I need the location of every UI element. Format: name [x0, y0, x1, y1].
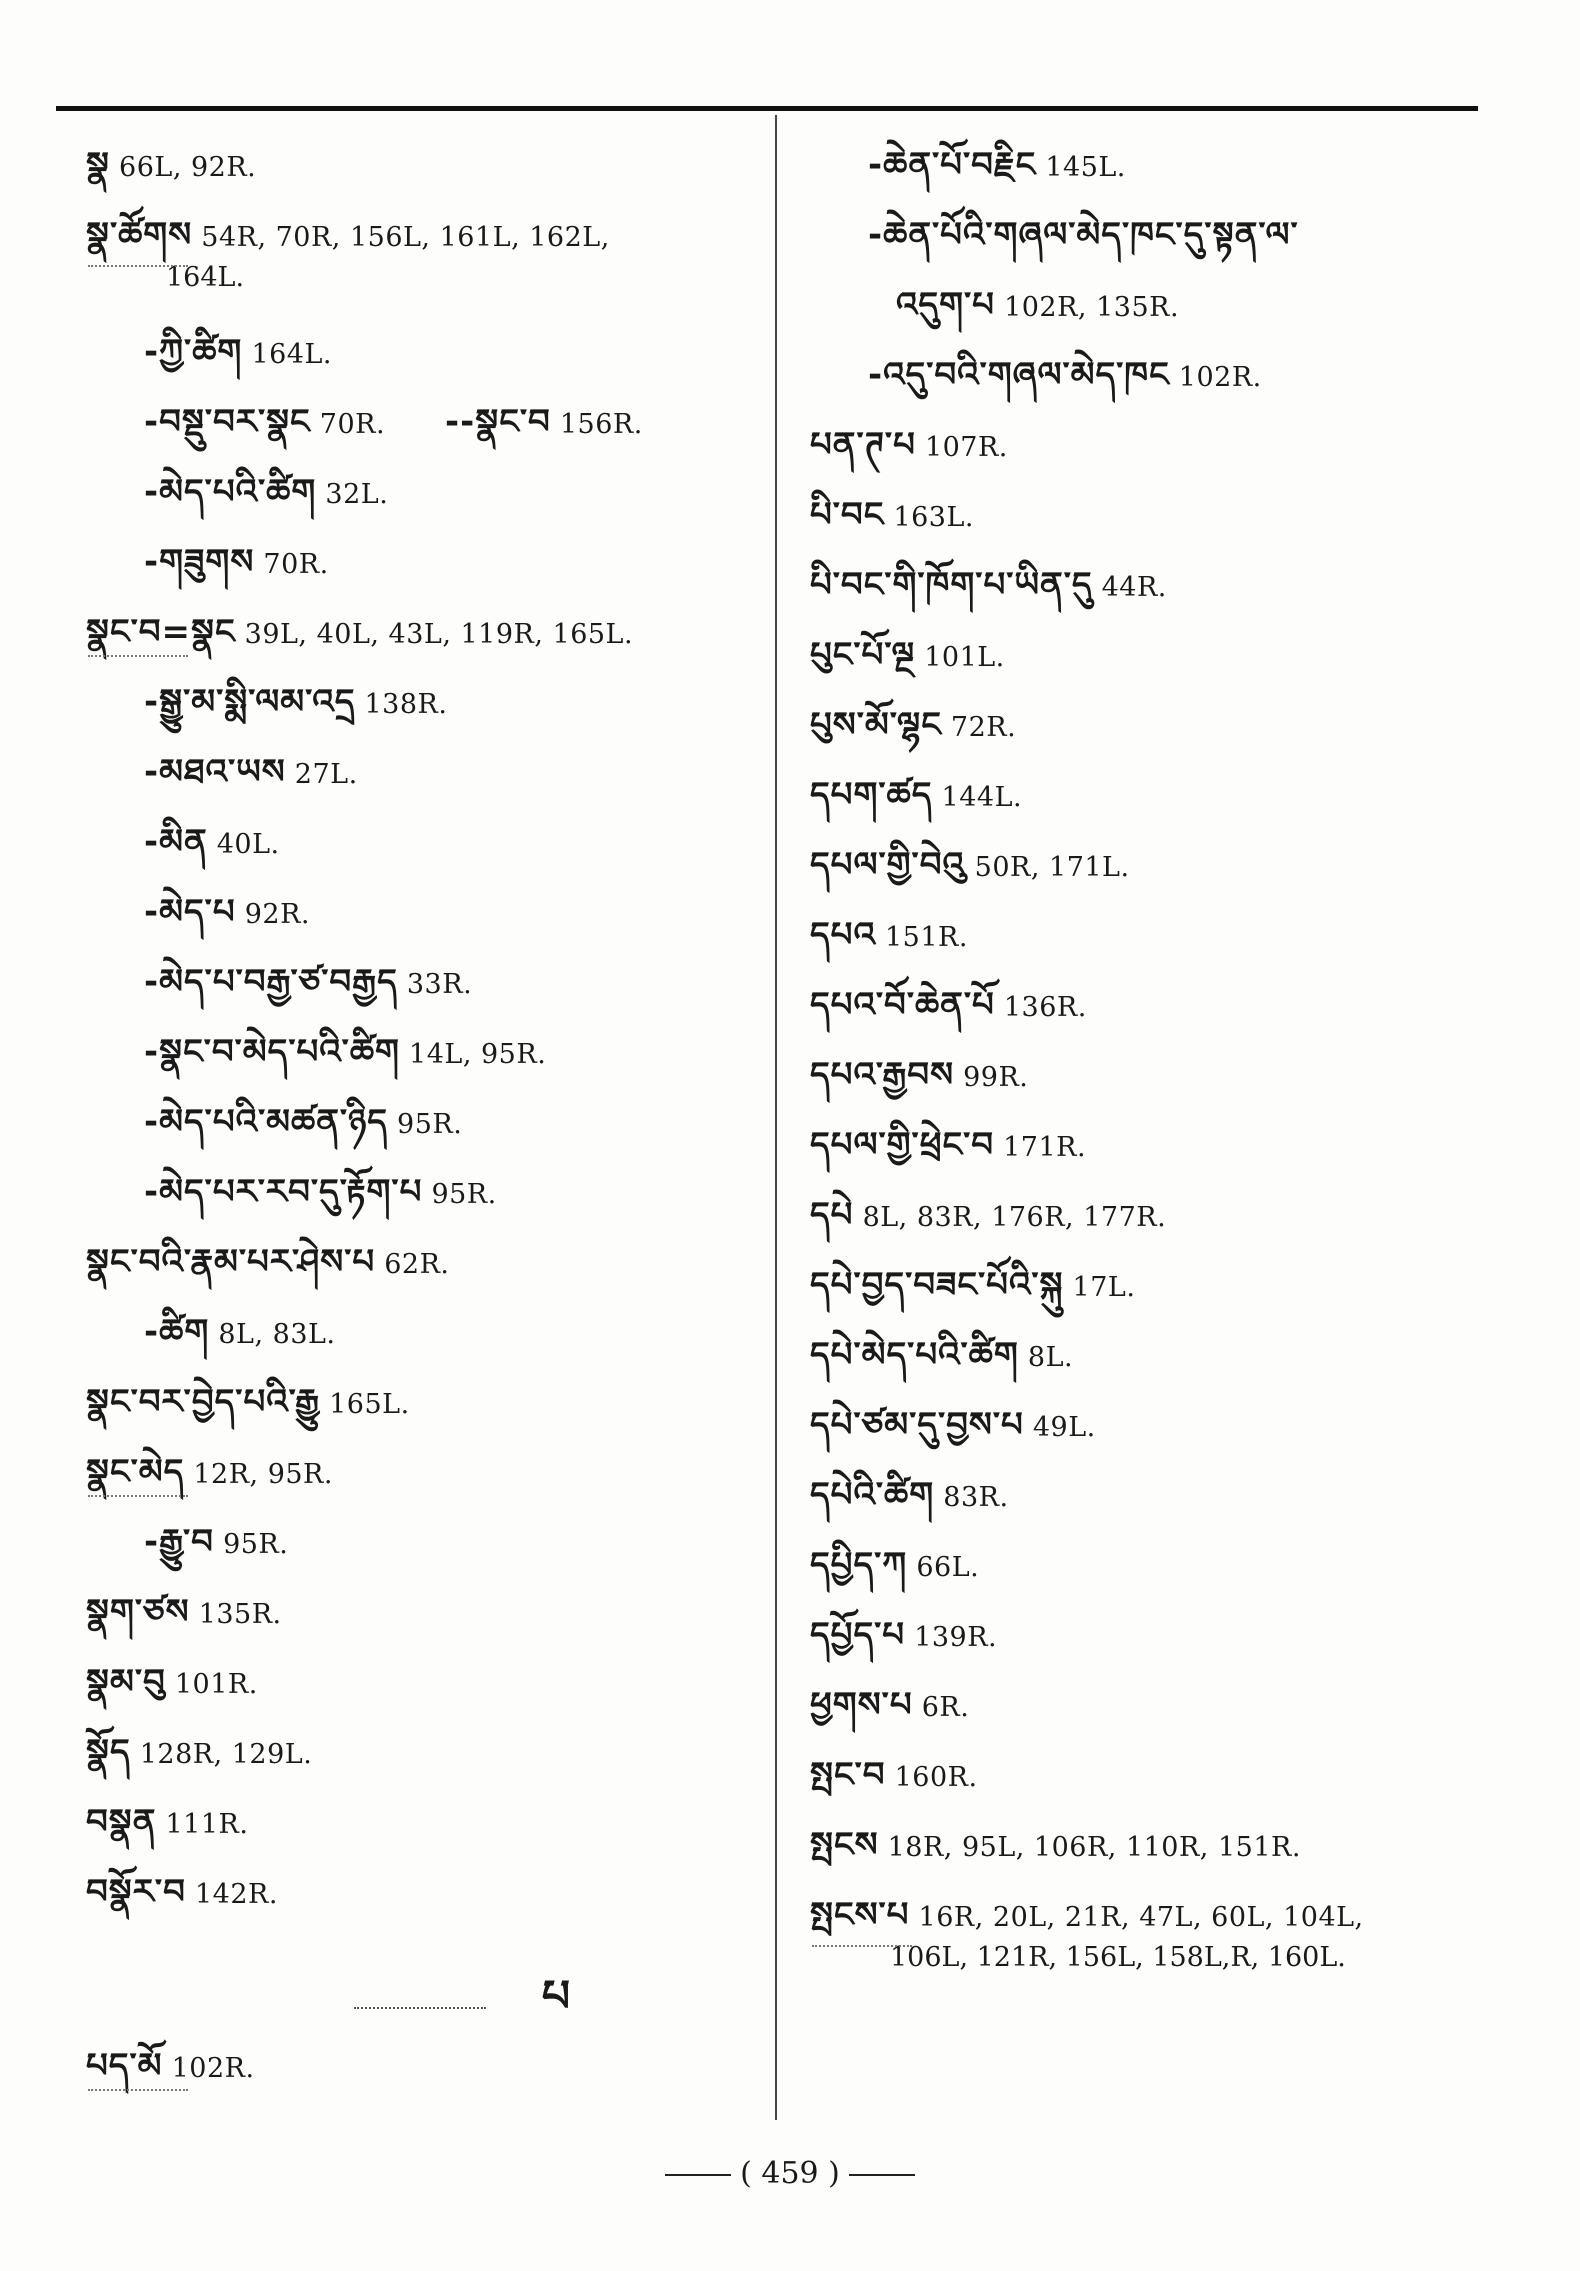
- entry-page-refs: 66L, 92R.: [109, 152, 257, 183]
- index-entry: [810, 635, 1490, 675]
- entry-headword: དཔེའི་ཚིག: [810, 1475, 935, 1515]
- entry-headword: སྣང་མེད: [86, 1452, 185, 1492]
- entry-headword: - མེད་པ: [144, 892, 236, 932]
- entry-headword: པན་ཊ་པ: [810, 425, 916, 465]
- entry-page-refs: 101R.: [165, 1669, 258, 1700]
- entry-headword: - ཀྱི་ཚིག: [144, 332, 242, 372]
- entry-page-refs: 136R.: [994, 992, 1087, 1023]
- entry-page-refs: 165L.: [320, 1389, 410, 1420]
- index-entry: [810, 1405, 1490, 1445]
- index-entry: [86, 145, 766, 185]
- index-entry: [86, 1032, 766, 1072]
- entry-page-refs: 6R.: [912, 1692, 970, 1723]
- wavy-underline: [88, 649, 188, 657]
- entry-page-refs: 135R.: [189, 1599, 282, 1630]
- entry-headword: - མིན: [144, 822, 208, 862]
- entry-page-refs: 95R.: [213, 1529, 289, 1560]
- entry-page-refs: 39L, 40L, 43L, 119R, 165L.: [235, 619, 634, 650]
- column-divider: [775, 115, 777, 2120]
- index-entry: [86, 892, 766, 932]
- index-entry: [86, 1312, 766, 1352]
- index-entry: [810, 915, 1490, 955]
- entry-headword: དཔེ་བྱད་བཟང་པོའི་སྐུ: [810, 1265, 1064, 1305]
- entry-headword: སྣ: [86, 145, 110, 185]
- entry-page-refs: 99R.: [954, 1062, 1029, 1093]
- entry-page-refs: 16R, 20L, 21R, 47L, 60L, 104L,: [909, 1902, 1364, 1933]
- index-entry: [86, 402, 766, 442]
- entry-page-refs: 72R.: [941, 712, 1017, 743]
- entry-headword: - མེད་པ་བརྒྱ་ཙ་བརྒྱད: [144, 962, 398, 1002]
- left-column: [86, 145, 766, 2121]
- index-entry: [810, 1685, 1490, 1725]
- entry-page-refs: 18R, 95L, 106R, 110R, 151R.: [878, 1832, 1301, 1863]
- index-entry: [810, 1545, 1490, 1585]
- index-entry: [86, 332, 766, 372]
- index-entry: [810, 425, 1490, 465]
- index-entry: [810, 1825, 1490, 1865]
- page-number-dash-right: [849, 2174, 915, 2176]
- entry-headword: དཔྱིད་ཀ: [810, 1545, 908, 1585]
- index-entry: [810, 215, 1490, 255]
- entry-page-refs: 95R.: [422, 1179, 497, 1210]
- entry-page-refs: 70R.: [254, 549, 329, 580]
- entry-headword: སྣག་ཙས: [86, 1592, 190, 1632]
- entry-page-refs: 164L.: [242, 339, 332, 370]
- index-entry: [86, 682, 766, 722]
- entry-page-refs-continued: 164L.: [166, 262, 245, 293]
- entry-page-refs: 138R.: [355, 689, 448, 720]
- index-entry: [86, 1802, 766, 1842]
- entry-page-refs: 160R.: [885, 1762, 978, 1793]
- index-entry: [86, 1172, 766, 1212]
- index-entry: [86, 822, 766, 862]
- index-entry: [86, 1102, 766, 1142]
- entry-page-refs: 101L.: [915, 642, 1005, 673]
- entry-page-refs: 8L, 83R, 176R, 177R.: [853, 1202, 1167, 1233]
- entry-headword: པད་མོ: [86, 2046, 163, 2086]
- entry-page-refs: 92R.: [235, 899, 310, 930]
- entry-headword: སྣམ་བུ: [86, 1662, 166, 1702]
- index-entry: [810, 1265, 1490, 1305]
- index-entry: [86, 752, 766, 792]
- entry-page-refs-continued: 106L, 121R, 156L, 158L,R, 160L.: [890, 1942, 1346, 1973]
- entry-page-refs: 107R.: [915, 432, 1008, 463]
- index-entry: [810, 1475, 1490, 1515]
- entry-page-refs: 151R.: [875, 922, 968, 953]
- entry-headword: - ཆེན་པོ་བརྗིང: [868, 145, 1036, 185]
- entry-headword: པི་བང: [810, 495, 885, 535]
- entry-page-refs: 70R.: [310, 409, 386, 440]
- index-entry: [810, 355, 1490, 395]
- entry-headword: ཕྱགས་པ: [810, 1685, 913, 1725]
- entry-page-refs: 171R.: [994, 1132, 1087, 1163]
- entry-headword: - སྒྱུ་མ་སྨི་ལམ་འདྲ: [144, 682, 355, 722]
- entry-headword: - འདུ་བའི་གཞལ་མེད་ཁང: [868, 355, 1170, 395]
- entry-page-refs: 44R.: [1092, 572, 1167, 603]
- index-entry: [810, 1055, 1490, 1095]
- entry-page-refs: 102R, 135R.: [994, 292, 1180, 323]
- entry-page-refs: 83R.: [934, 1482, 1009, 1513]
- index-entry: [810, 775, 1490, 815]
- entry-headword: སྣང་བའི་རྣམ་པར་ཤེས་པ: [86, 1242, 376, 1282]
- entry-headword: དཔག་ཚད: [810, 775, 933, 815]
- entry-headword: འདུག་པ: [896, 285, 995, 325]
- entry-headword: པུས་མོ་ལྷང: [810, 705, 942, 745]
- entry-page-refs: 102R.: [1169, 362, 1262, 393]
- entry-headword: - ཆེན་པོའི་གཞལ་མེད་ཁང་དུ་སྟན་ལ་: [868, 215, 1299, 255]
- entry-page-refs: 144L.: [932, 782, 1023, 813]
- index-entry: [86, 1872, 766, 1912]
- wavy-underline: [88, 259, 188, 267]
- page-number-text: ( 459 ): [740, 2156, 840, 2191]
- index-entry: [810, 1335, 1490, 1375]
- index-entry: [86, 2046, 766, 2086]
- wavy-underline: [812, 1939, 912, 1947]
- index-entry: [810, 565, 1490, 605]
- entry-headword: བསྣོར་བ: [86, 1872, 186, 1912]
- index-entry: [86, 215, 766, 293]
- entry-headword: དཔྱོད་པ: [810, 1615, 906, 1655]
- entry-headword: དཔལ་གྱི་ཕྲེང་བ: [810, 1125, 995, 1165]
- entry-page-refs: 12R, 95R.: [184, 1459, 333, 1490]
- wavy-underline: [88, 1489, 188, 1497]
- entry-headword: དཔའ་བོ་ཆེན་པོ: [810, 985, 995, 1025]
- entry-headword: སྣོད: [86, 1732, 131, 1772]
- entry-page-refs: 163L.: [884, 502, 974, 533]
- entry-headword: སྤངས: [810, 1825, 879, 1865]
- wavy-underline: [88, 2083, 188, 2091]
- index-entry: [86, 612, 766, 652]
- entry-page-refs: 54R, 70R, 156L, 161L, 162L,: [192, 222, 610, 253]
- index-entry: [86, 1662, 766, 1702]
- entry-page-refs: 111R.: [156, 1809, 249, 1840]
- index-entry: [810, 1755, 1490, 1795]
- entry-page-refs: 145L.: [1036, 152, 1126, 183]
- index-entry: [810, 1615, 1490, 1655]
- entry-headword: སྣང་བར་བྱེད་པའི་རྒྱུ: [86, 1382, 321, 1422]
- index-entry: [86, 542, 766, 582]
- entry-page-refs: 8L, 83L.: [209, 1319, 336, 1350]
- index-entry: [86, 472, 766, 512]
- entry-page-refs: 95R.: [387, 1109, 463, 1140]
- entry-headword: དཔལ་གྱི་བེའུ: [810, 845, 966, 885]
- entry-page-refs: 50R, 171L.: [965, 852, 1130, 883]
- entry-page-refs: 49L.: [1023, 1412, 1096, 1443]
- right-column: [810, 145, 1490, 2017]
- entry-headword: དཔའ་རྒྱབས: [810, 1055, 955, 1095]
- entry-page-refs: 17L.: [1063, 1272, 1136, 1303]
- index-entry: [86, 962, 766, 1002]
- section-wavy-rule: [354, 2001, 486, 2009]
- entry-headword: དཔེ་མེད་པའི་ཚིག: [810, 1335, 1019, 1375]
- entry-headword: བསྣན: [86, 1802, 157, 1842]
- entry-page-refs: 62R.: [375, 1249, 450, 1280]
- index-entry: [810, 845, 1490, 885]
- index-entry: [810, 1895, 1490, 1973]
- entry-page-refs: 33R.: [397, 969, 473, 1000]
- entry-headword: - མེད་པའི་མཚན་ཉིད: [144, 1102, 388, 1142]
- entry-page-refs: 66L.: [907, 1552, 980, 1583]
- entry-headword: པུང་པོ་ལྔ: [810, 635, 916, 675]
- index-entry: [86, 1452, 766, 1492]
- entry-headword: དཔེ: [810, 1195, 854, 1235]
- entry-headword: - ཚིག: [144, 1312, 209, 1352]
- index-entry: [810, 495, 1490, 535]
- index-entry: [810, 285, 1490, 325]
- entry-page-refs: 139R.: [905, 1622, 998, 1653]
- entry-headword: སྤངས་པ: [810, 1895, 910, 1935]
- entry-headword: - བསྡུ་བར་སྣང: [144, 402, 311, 442]
- page-number: [0, 2156, 1580, 2191]
- index-entry: [810, 145, 1490, 185]
- entry-page-refs: 142R.: [185, 1879, 278, 1910]
- section-letter: པ: [541, 1971, 571, 2022]
- index-entry: [810, 705, 1490, 745]
- entry-page-refs: 27L.: [285, 759, 358, 790]
- entry-headword: - མཐའ་ཡས: [144, 752, 286, 792]
- entry-headword: - མེད་པའི་ཚིག: [144, 472, 316, 512]
- entry-headword: པི་བང་གི་ཁོག་པ་ཡིན་དུ: [810, 565, 1093, 605]
- entry-page-refs: 8L.: [1018, 1342, 1074, 1373]
- entry-headword: སྣ་ཚོགས: [86, 215, 193, 255]
- entry-headword: - གཟུགས: [144, 542, 254, 582]
- entry-headword: དཔེ་ཙམ་དུ་བྱས་པ: [810, 1405, 1024, 1445]
- index-entry: [86, 1592, 766, 1632]
- entry-headword: - སྣང་བ་མེད་པའི་ཚིག: [144, 1032, 400, 1072]
- entry-page-refs: 128R, 129L.: [130, 1739, 313, 1770]
- index-entry: [86, 1522, 766, 1562]
- page-number-dash-left: [665, 2174, 731, 2176]
- entry-page-refs: 14L, 95R.: [399, 1039, 547, 1070]
- index-entry: [86, 1732, 766, 1772]
- entry-page-refs: 32L.: [316, 479, 389, 510]
- entry-page-refs: 40L.: [207, 829, 280, 860]
- entry-headword: སྣང་བ=སྣང: [86, 612, 236, 652]
- index-entry: [810, 985, 1490, 1025]
- entry-headword: - རྒྱུ་བ: [144, 1522, 214, 1562]
- index-entry: [810, 1125, 1490, 1165]
- index-entry: [86, 1242, 766, 1282]
- entry-headword: - མེད་པར་རབ་དུ་རྟོག་པ: [144, 1172, 422, 1212]
- entry-page-refs: 156R.: [550, 409, 643, 440]
- index-entry: [810, 1195, 1490, 1235]
- entry-page-refs: 102R.: [162, 2053, 255, 2084]
- entry-headword: སྤང་བ: [810, 1755, 886, 1795]
- index-entry: [86, 1382, 766, 1422]
- top-rule: [56, 106, 1478, 111]
- entry-headword: - -སྣང་བ: [445, 402, 551, 442]
- entry-headword: དཔའ: [810, 915, 876, 955]
